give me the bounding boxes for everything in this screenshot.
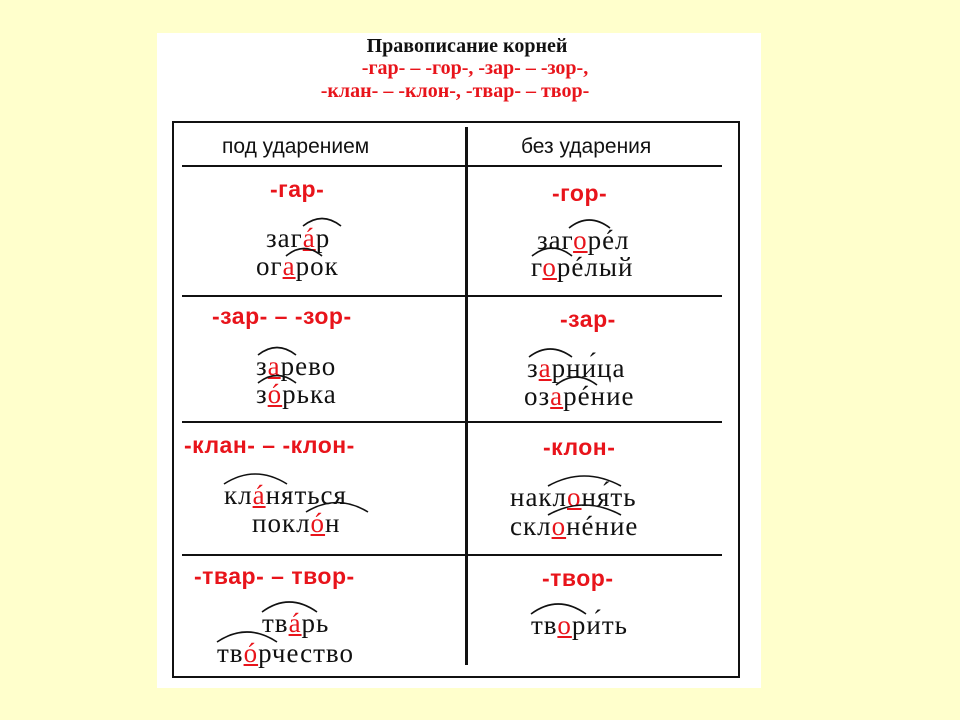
example-word: зарни́ца bbox=[527, 353, 626, 383]
highlighted-vowel: а bbox=[550, 381, 564, 411]
example-word: поклóн bbox=[252, 508, 341, 538]
roots-subtitle-line-1: -гар- – -гор-, -зар- – -зор-, bbox=[361, 57, 589, 79]
example-word: зарево bbox=[256, 351, 337, 381]
root-label: -клон- bbox=[543, 434, 616, 460]
root-label: -зар- – -зор- bbox=[212, 303, 352, 329]
example-word: зóрька bbox=[256, 379, 337, 409]
column-header-stressed: под ударением bbox=[222, 135, 370, 158]
example-word: загорéл bbox=[537, 225, 630, 255]
header-row-divider bbox=[182, 165, 722, 167]
row-divider bbox=[182, 421, 722, 423]
highlighted-vowel: о bbox=[557, 610, 572, 640]
column-header-unstressed: без ударения bbox=[521, 135, 652, 158]
roots-subtitle-line-2: -клан- – -клон-, -твар- – твор- bbox=[320, 80, 590, 102]
root-label: -гор- bbox=[552, 180, 608, 206]
example-word: огарок bbox=[256, 251, 339, 281]
root-label: -клан- – -клон- bbox=[184, 432, 355, 458]
root-label: -твор- bbox=[542, 565, 614, 591]
highlighted-vowel: á bbox=[302, 223, 316, 253]
example-word: горéлый bbox=[531, 252, 634, 282]
page-title: Правописание корней bbox=[366, 35, 568, 57]
highlighted-vowel: ó bbox=[267, 379, 283, 409]
row-divider bbox=[182, 295, 722, 297]
column-divider bbox=[465, 127, 468, 665]
example-word: твори́ть bbox=[531, 610, 628, 640]
example-word: твáрь bbox=[262, 608, 330, 638]
highlighted-vowel: а bbox=[282, 251, 296, 281]
highlighted-vowel: ó bbox=[310, 508, 326, 538]
example-word: наклоня́ть bbox=[510, 482, 637, 512]
root-label: -гар- bbox=[270, 176, 325, 202]
root-label: -твар- – твор- bbox=[194, 563, 355, 589]
highlighted-vowel: ó bbox=[243, 638, 259, 668]
highlighted-vowel: а bbox=[538, 353, 552, 383]
highlighted-vowel: о bbox=[551, 511, 567, 541]
highlighted-vowel: á bbox=[288, 608, 302, 638]
root-label: -зар- bbox=[560, 306, 616, 332]
highlighted-vowel: о bbox=[573, 225, 588, 255]
highlighted-vowel: á bbox=[252, 480, 266, 510]
example-word: загáр bbox=[266, 223, 331, 253]
example-word: озарéние bbox=[524, 381, 635, 411]
example-word: склонéние bbox=[510, 511, 639, 541]
highlighted-vowel: о bbox=[567, 482, 582, 512]
highlighted-vowel: о bbox=[542, 252, 557, 282]
row-divider bbox=[182, 554, 722, 556]
example-word: клáняться bbox=[224, 480, 347, 510]
highlighted-vowel: а bbox=[267, 351, 281, 381]
example-word: твóрчество bbox=[217, 638, 354, 668]
